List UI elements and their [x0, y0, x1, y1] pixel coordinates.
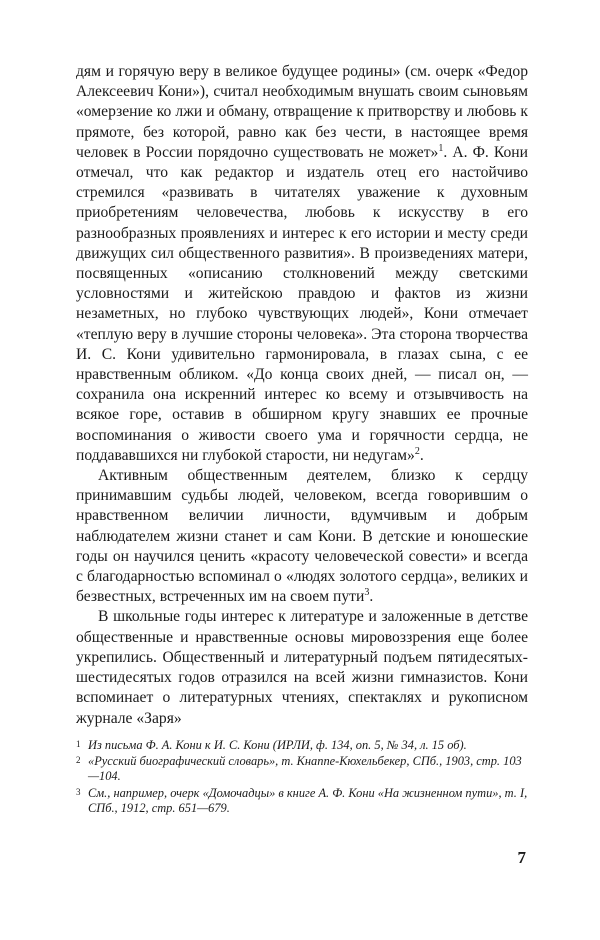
footnote-ref-1: 1 — [438, 142, 444, 154]
footnote-ref-2: 2 — [414, 445, 420, 457]
main-text — [76, 62, 528, 729]
footnote-number: 2 — [76, 755, 81, 766]
footnote-2 — [76, 754, 528, 784]
footnote-text: Из письма Ф. А. Кони к И. С. Кони (ИРЛИ, ф. 134, оп. 5, № 34, л. 15 об). — [88, 738, 467, 752]
paragraph-1-text-a: дям и горячую веру в великое будущее родины» (см. очерк «Федор Алексеевич Кони»), считал необходимым внушать своим сыновьям «омерзение ко лжи и обману, отвращение к притворству и любовь к прямоте, без которой, равно как без чести, в настоящее время человек в России порядочно существовать не может» — [76, 63, 528, 161]
paragraph-1 — [76, 62, 528, 466]
paragraph-1-text-end: . — [419, 446, 424, 464]
paragraph-1-text-b: . А. Ф. Кони отмечал, что как редактор и издатель отец его настойчиво стремился «развивать в читателях уважение к духовным приобретениям человечества, любовь к искусству в его разнообразных проявлениях и интерес к его истории и месту среди движущих сил общественного развития». В произведениях матери, посвященных «описанию столкновений между светскими условностями и житейскою правдою и фактов из жизни незаметных, но глубоко чувствующих людей», Кони отмечает «теплую веру в лучшие стороны человека». Эта сторона творчества И. С. Кони удивительно гармонировала, в глазах сына, с ее нравственным обликом. «До конца своих дней, — писал он, — сохранила она искренний интерес ко всему и отзывчивость на всякое горе, оставив в обширном кругу знавших ее прочные воспоминания о живости своего ума и горячности сердца, не поддававшихся ни глубокой старости, ни недугам» — [76, 143, 528, 464]
footnote-text: См., например, очерк «Домочадцы» в книге А. Ф. Кони «На жизненном пути», т. I, СПб., 1912, стр. 651—679. — [88, 785, 528, 815]
paragraph-2-text-a: Активным общественным деятелем, близко к сердцу принимавшим судьбы людей, человеком, всегда говорившим о нравственном величии личности, вдумчивым и добрым наблюдателем жизни станет и сам Кони. В детские и юношеские годы он научился ценить «красоту человеческой совести» и всегда с благодарностью вспоминал о «людях золотого сердца», великих и безвестных, встреченных им на своем пути — [76, 467, 528, 606]
footnote-number: 3 — [76, 786, 81, 797]
footnote-1 — [76, 738, 528, 753]
footnote-3 — [76, 786, 528, 816]
footnotes — [76, 738, 528, 817]
footnote-ref-3: 3 — [364, 587, 370, 599]
page-number: 7 — [517, 848, 526, 867]
footnote-number: 1 — [76, 739, 81, 749]
paragraph-2-text-b: . — [369, 588, 374, 606]
paragraph-3-text: В школьные годы интерес к литературе и заложенные в детстве общественные и нравственные основы мировоззрения еще более укрепились. Общественный и литературный подъем пятидесятых-шестидесятых годов отразился на всей жизни гимназистов. Кони вспоминает о литературных чтениях, спектаклях и рукописном журнале «Заря» — [76, 608, 528, 727]
paragraph-2 — [76, 466, 528, 607]
footnote-text: «Русский биографический словарь», т. Кнаппе-Кюхельбекер, СПб., 1903, стр. 103—104. — [88, 754, 522, 784]
paragraph-3 — [76, 607, 528, 728]
